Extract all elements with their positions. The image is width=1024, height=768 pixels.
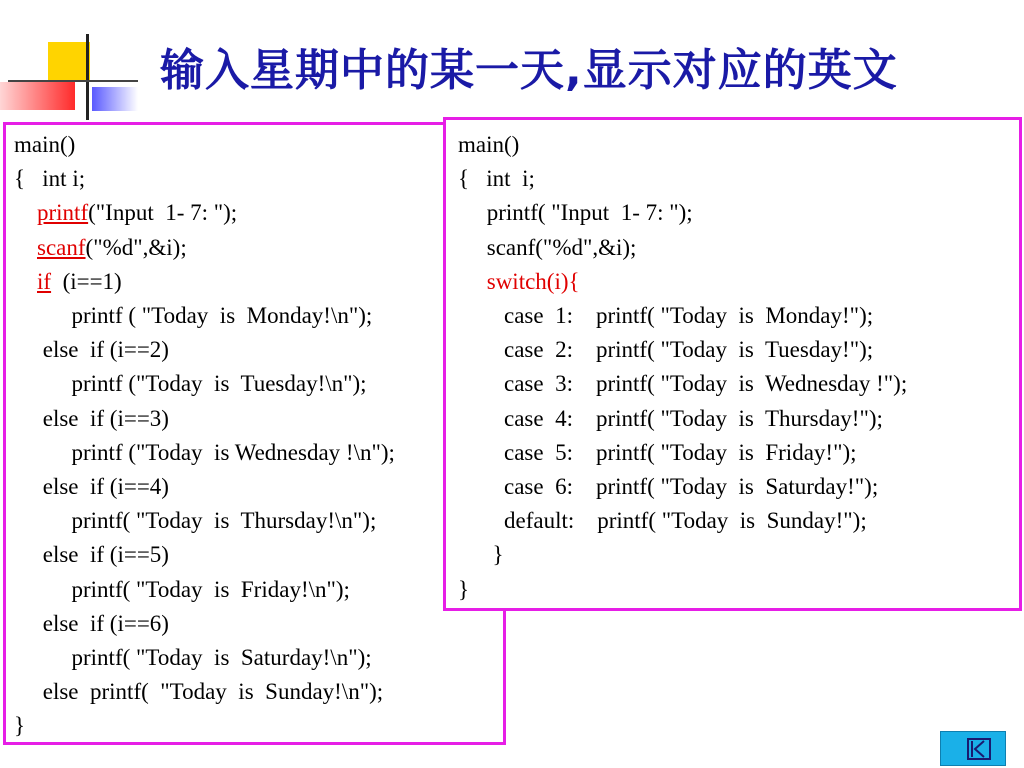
- code-line: else if (i==3): [14, 405, 169, 431]
- slide-title: 输入星期中的某一天,显示对应的英文: [160, 45, 898, 96]
- code-line: main(): [14, 132, 76, 157]
- code-line: { int i;: [14, 166, 86, 192]
- code-indent: [14, 269, 37, 294]
- first-slide-nav-button[interactable]: [940, 731, 1006, 766]
- red-block: [0, 82, 75, 110]
- code-keyword: switch(i){: [486, 268, 580, 294]
- if-else-code-panel: [3, 122, 506, 745]
- code-line: printf ("Today is Tuesday!\n");: [14, 371, 367, 397]
- code-line: [14, 268, 122, 295]
- code-line: printf ( "Today is Monday!\n");: [14, 303, 373, 328]
- yellow-block: [48, 42, 90, 82]
- code-line: printf( "Today is Friday!\n");: [14, 576, 350, 602]
- code-line: else if (i==2): [14, 337, 169, 363]
- code-line: [14, 199, 237, 226]
- code-line: else if (i==6): [14, 610, 169, 636]
- code-line: else if (i==5): [14, 542, 169, 568]
- code-keyword: if: [37, 268, 52, 294]
- skip-to-first-icon: [967, 738, 991, 760]
- code-text: ("%d",&i);: [85, 234, 187, 260]
- code-line: [458, 268, 580, 295]
- code-indent: [14, 200, 37, 225]
- code-line: else if (i==4): [14, 474, 169, 499]
- code-line: }: [458, 542, 504, 568]
- code-line: else printf( "Today is Sunday!\n");: [14, 679, 384, 705]
- code-line: scanf("%d",&i);: [458, 234, 637, 260]
- code-keyword: printf: [37, 200, 89, 226]
- code-text: (i==1): [51, 268, 122, 294]
- code-line: { int i;: [458, 166, 535, 192]
- code-line: printf( "Today is Saturday!\n");: [14, 645, 372, 670]
- horizontal-line: [8, 80, 138, 82]
- code-line: case 1: printf( "Today is Monday!");: [458, 303, 874, 328]
- code-line: default: printf( "Today is Sunday!");: [458, 508, 867, 534]
- switch-code-panel: [443, 117, 1022, 611]
- code-line: printf ("Today is Wednesday !\n");: [14, 439, 395, 465]
- vertical-line: [86, 34, 89, 120]
- code-line: printf( "Today is Thursday!\n");: [14, 508, 377, 534]
- code-line: }: [458, 576, 470, 602]
- code-indent: [14, 235, 37, 260]
- code-indent: [458, 269, 487, 294]
- code-line: main(): [458, 132, 520, 157]
- code-line: case 5: printf( "Today is Friday!");: [458, 439, 857, 465]
- corner-decoration: [0, 0, 140, 120]
- blue-block: [92, 87, 138, 111]
- code-line: case 6: printf( "Today is Saturday!");: [458, 474, 879, 499]
- code-keyword: scanf: [37, 234, 86, 260]
- code-line: }: [14, 713, 26, 739]
- code-line: case 4: printf( "Today is Thursday!");: [458, 405, 883, 431]
- code-line: case 3: printf( "Today is Wednesday !");: [458, 371, 908, 397]
- code-text: ("Input 1- 7: ");: [88, 200, 238, 226]
- code-line: case 2: printf( "Today is Tuesday!");: [458, 337, 874, 363]
- code-line: printf( "Input 1- 7: ");: [458, 200, 693, 226]
- code-line: [14, 234, 187, 261]
